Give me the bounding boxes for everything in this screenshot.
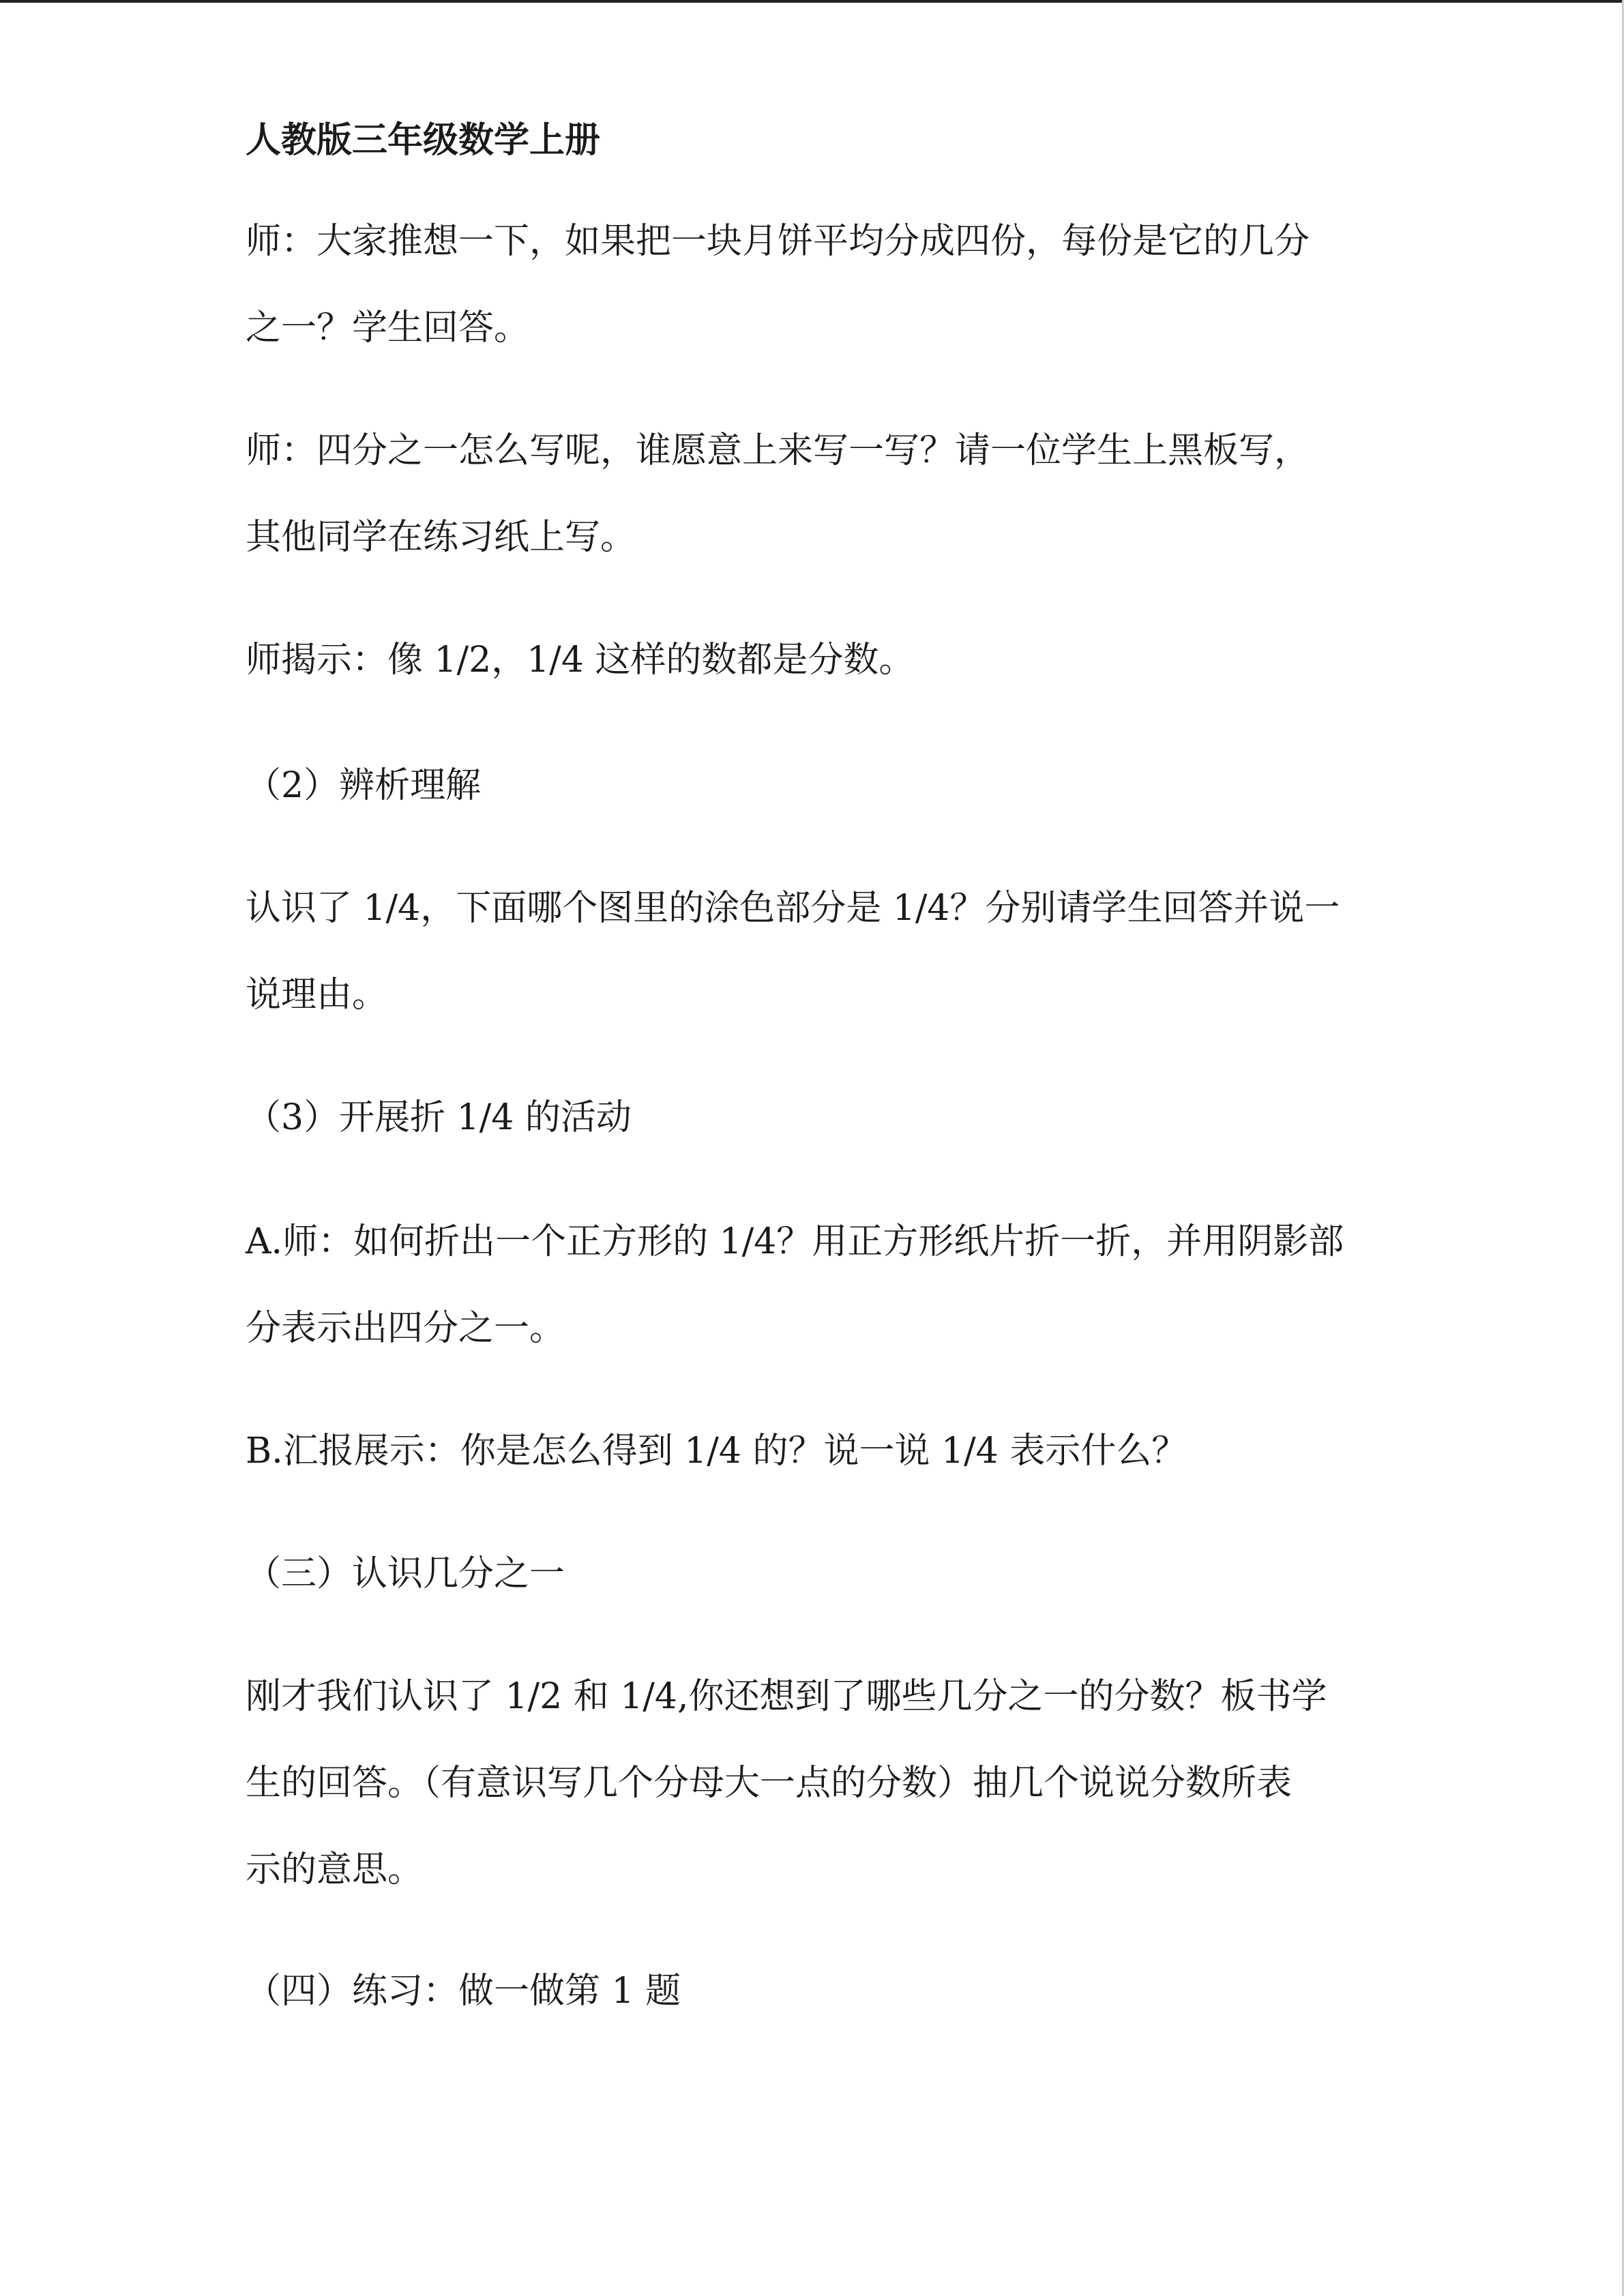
paragraph-line: 分表示出四分之一。 (246, 1308, 565, 1349)
paragraph-line: 认识了 1/4，下面哪个图里的涂色部分是 1/4？分别请学生回答并说一 (246, 888, 1340, 929)
paragraph-line: 之一？学生回答。 (246, 308, 530, 348)
page-top-border (0, 0, 1624, 3)
paragraph-line: 师：四分之一怎么写呢，谁愿意上来写一写？请一位学生上黑板写， (246, 430, 1310, 471)
section-heading: （2）辨析理解 (246, 765, 482, 806)
paragraph-line: 师：大家推想一下，如果把一块月饼平均分成四份，每份是它的几分 (246, 221, 1310, 262)
section-heading: （三）认识几分之一 (246, 1553, 565, 1594)
paragraph-line: 示的意思。 (246, 1849, 424, 1890)
section-heading: （四）练习：做一做第 1 题 (246, 1971, 681, 2012)
paragraph-line: 刚才我们认识了 1/2 和 1/4,你还想到了哪些几分之一的分数？板书学 (246, 1676, 1327, 1717)
section-heading: （3）开展折 1/4 的活动 (246, 1097, 632, 1138)
paragraph-line: A.师：如何折出一个正方形的 1/4？用正方形纸片折一折，并用阴影部 (246, 1221, 1344, 1262)
document-title: 人教版三年级数学上册 (246, 119, 601, 161)
paragraph-line: 生的回答。（有意识写几个分母大一点的分数）抽几个说说分数所表 (246, 1763, 1293, 1804)
paragraph-line: 其他同学在练习纸上写。 (246, 517, 636, 558)
paragraph-line: 说理由。 (246, 974, 388, 1015)
paragraph-line: 师揭示：像 1/2，1/4 这样的数都是分数。 (246, 640, 915, 681)
paragraph-line: B.汇报展示：你是怎么得到 1/4 的？说一说 1/4 表示什么？ (246, 1431, 1187, 1472)
